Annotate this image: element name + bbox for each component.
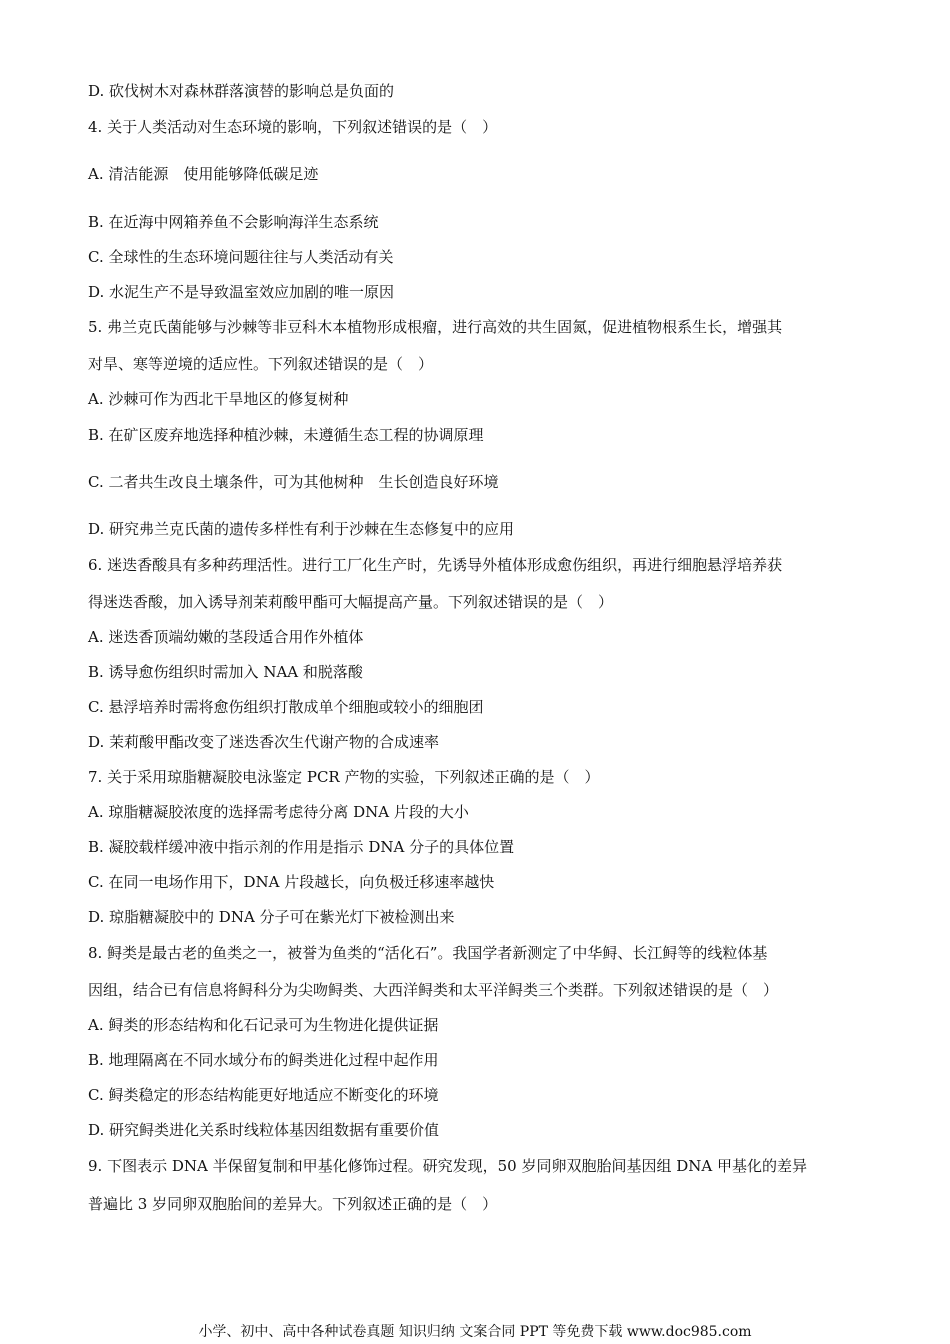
option-text: B. 诱导愈伤组织时需加入 NAA 和脱落酸 [88, 663, 363, 681]
question-stem: 普遍比 3 岁同卵双胞胎间的差异大。下列叙述正确的是（ ） [88, 1195, 498, 1213]
option-text: A. 沙棘可作为西北干旱地区的修复树种 [88, 390, 349, 408]
option-text: D. 水泥生产不是导致温室效应加剧的唯一原因 [88, 283, 395, 301]
page-footer: 小学、初中、高中各种试卷真题 知识归纳 文案合同 PPT 等免费下载 www.doc985.com [198, 1324, 752, 1340]
question-stem: 得迷迭香酸，加入诱导剂茉莉酸甲酯可大幅提高产量。下列叙述错误的是（ ） [88, 593, 614, 611]
option-text: A. 迷迭香顶端幼嫩的茎段适合用作外植体 [88, 628, 364, 646]
option-text: C. 全球性的生态环境问题往往与人类活动有关 [88, 248, 394, 266]
question-stem: 对旱、寒等逆境的适应性。下列叙述错误的是（ ） [88, 355, 434, 373]
question-stem: 6. 迷迭香酸具有多种药理活性。进行工厂化生产时，先诱导外植体形成愈伤组织，再进行细胞悬浮培养获 [88, 556, 783, 574]
option-text: B. 在近海中网箱养鱼不会影响海洋生态系统 [88, 213, 379, 231]
question-stem: 9. 下图表示 DNA 半保留复制和甲基化修饰过程。研究发现，50 岁同卵双胞胎间基因组 DNA 甲基化的差异 [88, 1157, 807, 1175]
option-text: D. 研究鲟类进化关系时线粒体基因组数据有重要价值 [88, 1121, 440, 1139]
option-text: C. 鲟类稳定的形态结构能更好地适应不断变化的环境 [88, 1086, 439, 1104]
option-text: B. 凝胶载样缓冲液中指示剂的作用是指示 DNA 分子的具体位置 [88, 838, 515, 856]
option-text: C. 悬浮培养时需将愈伤组织打散成单个细胞或较小的细胞团 [88, 698, 484, 716]
option-text: A. 鲟类的形态结构和化石记录可为生物进化提供证据 [88, 1016, 439, 1034]
question-stem: 5. 弗兰克氏菌能够与沙棘等非豆科木本植物形成根瘤，进行高效的共生固氮，促进植物根系生长，增强其 [88, 318, 783, 336]
option-text: D. 研究弗兰克氏菌的遗传多样性有利于沙棘在生态修复中的应用 [88, 520, 515, 538]
option-text: D. 琼脂糖凝胶中的 DNA 分子可在紫光灯下被检测出来 [88, 908, 455, 926]
option-text: B. 在矿区废弃地选择种植沙棘，未遵循生态工程的协调原理 [88, 426, 484, 444]
option-text: C. 二者共生改良土壤条件，可为其他树种 生长创造良好环境 [88, 473, 499, 491]
option-text: A. 琼脂糖凝胶浓度的选择需考虑待分离 DNA 片段的大小 [88, 803, 469, 821]
question-stem: 7. 关于采用琼脂糖凝胶电泳鉴定 PCR 产物的实验，下列叙述正确的是（ ） [88, 768, 600, 786]
question-stem: 因组，结合已有信息将鲟科分为尖吻鲟类、大西洋鲟类和太平洋鲟类三个类群。下列叙述错误的是（ ） [88, 981, 779, 999]
option-text: D. 砍伐树木对森林群落演替的影响总是负面的 [88, 82, 395, 100]
option-text: A. 清洁能源 使用能够降低碳足迹 [88, 165, 319, 183]
question-stem: 8. 鲟类是最古老的鱼类之一，被誉为鱼类的“活化石”。我国学者新测定了中华鲟、长江鲟等的线粒体基 [88, 944, 768, 962]
option-text: D. 茉莉酸甲酯改变了迷迭香次生代谢产物的合成速率 [88, 733, 440, 751]
option-text: B. 地理隔离在不同水域分布的鲟类进化过程中起作用 [88, 1051, 439, 1069]
option-text: C. 在同一电场作用下，DNA 片段越长，向负极迁移速率越快 [88, 873, 495, 891]
question-stem: 4. 关于人类活动对生态环境的影响，下列叙述错误的是（ ） [88, 118, 498, 136]
